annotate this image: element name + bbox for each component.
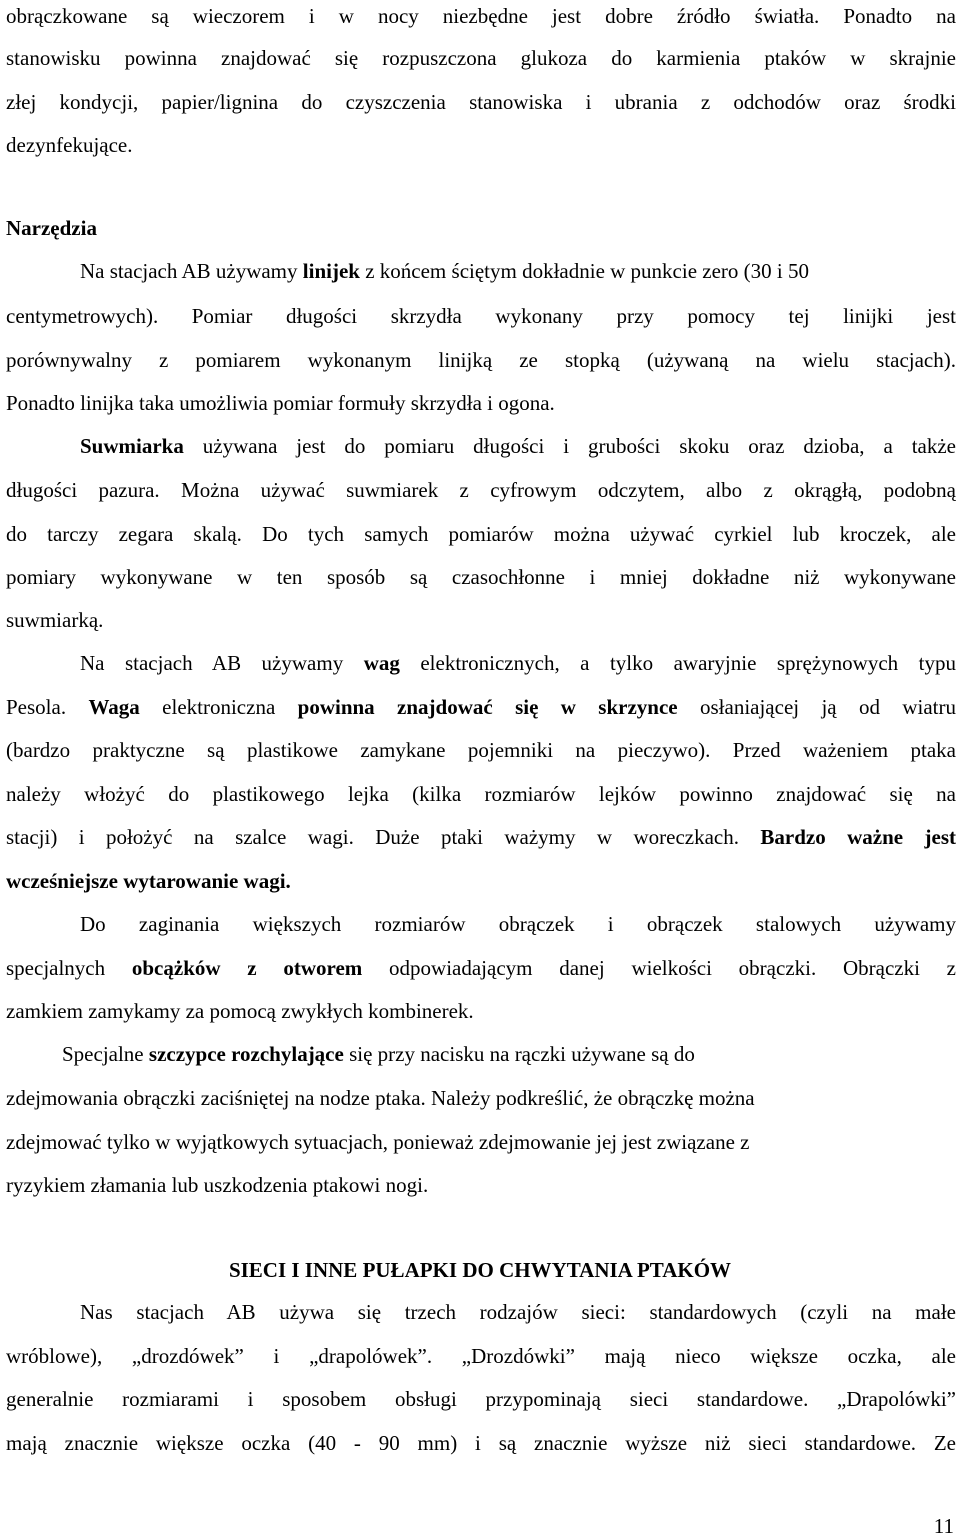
text-segment: zdejmować tylko w wyjątkowych sytuacjach, ponieważ zdejmowanie jej jest związane z bbox=[6, 1130, 750, 1154]
text-line bbox=[80, 434, 956, 458]
text-segment: generalnie rozmiarami i sposobem obsługi przypominają sieci standardowe. „Drapolówki” bbox=[6, 1387, 956, 1411]
subheading-line bbox=[6, 216, 956, 240]
text-line bbox=[6, 738, 956, 762]
text-line bbox=[6, 825, 956, 849]
text-segment: Na stacjach AB używamy bbox=[80, 651, 364, 675]
text-segment: Na stacjach AB używamy bbox=[80, 259, 303, 283]
text-segment: obcążków z otworem bbox=[131, 956, 363, 980]
text-line bbox=[6, 348, 956, 372]
text-line bbox=[80, 1300, 956, 1324]
text-line bbox=[6, 478, 956, 502]
text-segment: się przy nacisku na rączki używane są do bbox=[343, 1042, 695, 1066]
text-segment: osłaniającej ją od wiatru bbox=[677, 695, 956, 719]
text-segment: suwmiarką. bbox=[6, 608, 104, 632]
text-segment: centymetrowych). bbox=[6, 304, 192, 328]
text-segment: Waga bbox=[88, 695, 140, 719]
text-line bbox=[80, 259, 956, 283]
text-segment: linijek bbox=[302, 259, 360, 283]
text-line bbox=[6, 522, 956, 546]
text-segment: Bardzo ważne jest bbox=[760, 825, 956, 849]
text-segment: wróblowe), „drozdówek” i „drapolówek”. „Drozdówki” mają nieco większe oczka, ale bbox=[6, 1344, 956, 1368]
text-line bbox=[6, 46, 956, 70]
text-line bbox=[6, 608, 956, 632]
text-segment: wag bbox=[363, 651, 400, 675]
text-line bbox=[6, 1431, 956, 1455]
text-segment: SIECI I INNE PUŁAPKI DO CHWYTANIA PTAKÓW bbox=[228, 1258, 732, 1282]
text-line bbox=[6, 4, 956, 28]
page-number: 11 bbox=[933, 1514, 954, 1538]
text-segment: do tarczy zegara skalą. Do tych samych pomiarów można używać cyrkiel lub kroczek, ale bbox=[6, 522, 956, 546]
text-line bbox=[80, 912, 956, 936]
text-segment: porównywalny z pomiarem wykonanym linijką ze stopką (używaną na wielu stacjach). bbox=[6, 348, 956, 372]
text-segment: szczypce rozchylające bbox=[148, 1042, 344, 1066]
text-line bbox=[6, 304, 956, 328]
text-line bbox=[6, 999, 956, 1023]
text-segment: elektronicznych, a tylko awaryjnie sprężynowych typu bbox=[399, 651, 956, 675]
text-line bbox=[80, 651, 956, 675]
text-line bbox=[6, 1344, 956, 1368]
text-segment: specjalnych bbox=[6, 956, 132, 980]
text-line bbox=[6, 565, 956, 589]
text-segment: Suwmiarka bbox=[80, 434, 184, 458]
text-segment: z końcem ściętym dokładnie w punkcie zero (30 i 50 bbox=[359, 259, 809, 283]
text-segment: pomiary wykonywane w ten sposób są czasochłonne i mniej dokładne niż wykonywane bbox=[6, 565, 956, 589]
text-segment: obrączkowane są wieczorem i w nocy niezbędne jest dobre źródło światła. Ponadto na bbox=[6, 4, 956, 28]
text-segment: długości pazura. bbox=[6, 478, 182, 502]
text-line bbox=[62, 1042, 956, 1066]
text-segment: elektroniczna bbox=[139, 695, 298, 719]
subheading-line bbox=[6, 869, 956, 893]
text-line bbox=[6, 1130, 956, 1154]
text-segment: zdejmowania obrączki zaciśniętej na nodze ptaka. Należy podkreślić, że obrączkę można bbox=[6, 1086, 755, 1110]
text-line bbox=[6, 90, 956, 114]
text-segment: ryzykiem złamania lub uszkodzenia ptakowi nogi. bbox=[6, 1173, 429, 1197]
text-segment: używana jest do pomiaru długości i grubości skoku oraz dzioba, a także bbox=[183, 434, 956, 458]
text-line bbox=[6, 1173, 956, 1197]
text-segment: dezynfekujące. bbox=[6, 133, 133, 157]
text-segment: Pesola. bbox=[6, 695, 89, 719]
text-segment: Specjalne bbox=[62, 1042, 149, 1066]
text-segment: Pomiar długości skrzydła wykonany przy pomocy tej linijki jest bbox=[191, 304, 956, 328]
text-segment: Nas stacjach AB używa się trzech rodzajów sieci: standardowych (czyli na małe bbox=[80, 1300, 956, 1324]
text-segment: stanowisku powinna znajdować się rozpuszczona glukoza do karmienia ptaków w skrajnie bbox=[6, 46, 956, 70]
text-line bbox=[6, 1086, 956, 1110]
section-heading bbox=[0, 1258, 960, 1282]
text-segment: należy włożyć do plastikowego lejka (kilka rozmiarów lejków powinno znajdować się na bbox=[6, 782, 956, 806]
text-line bbox=[6, 782, 956, 806]
text-segment: powinna znajdować się w skrzynce bbox=[297, 695, 678, 719]
text-line bbox=[6, 133, 956, 157]
text-line bbox=[6, 1387, 956, 1411]
text-line bbox=[6, 391, 956, 415]
text-segment: (bardzo praktyczne są plastikowe zamykane pojemniki na pieczywo). Przed ważeniem ptaka bbox=[6, 738, 956, 762]
text-segment: Ponadto linijka taka umożliwia pomiar formuły skrzydła i ogona. bbox=[6, 391, 555, 415]
text-line bbox=[6, 956, 956, 980]
text-segment: wcześniejsze wytarowanie wagi. bbox=[6, 869, 291, 893]
text-segment: Do zaginania większych rozmiarów obrączek i obrączek stalowych używamy bbox=[80, 912, 956, 936]
text-segment: mają znacznie większe oczka (40 - 90 mm) i są znacznie wyższe niż sieci standardowe. Ze bbox=[6, 1431, 956, 1455]
text-segment: odpowiadającym danej wielkości obrączki. Obrączki z bbox=[362, 956, 956, 980]
text-segment: złej kondycji, papier/lignina do czyszczenia stanowiska i ubrania z odchodów oraz środki bbox=[6, 90, 956, 114]
text-line bbox=[6, 695, 956, 719]
text-segment: Można używać suwmiarek z cyfrowym odczytem, albo z okrągłą, podobną bbox=[181, 478, 956, 502]
text-segment: stacji) i położyć na szalce wagi. Duże ptaki ważymy w woreczkach. bbox=[6, 825, 761, 849]
text-segment: Narzędzia bbox=[6, 216, 97, 240]
text-segment: zamkiem zamykamy za pomocą zwykłych kombinerek. bbox=[6, 999, 474, 1023]
